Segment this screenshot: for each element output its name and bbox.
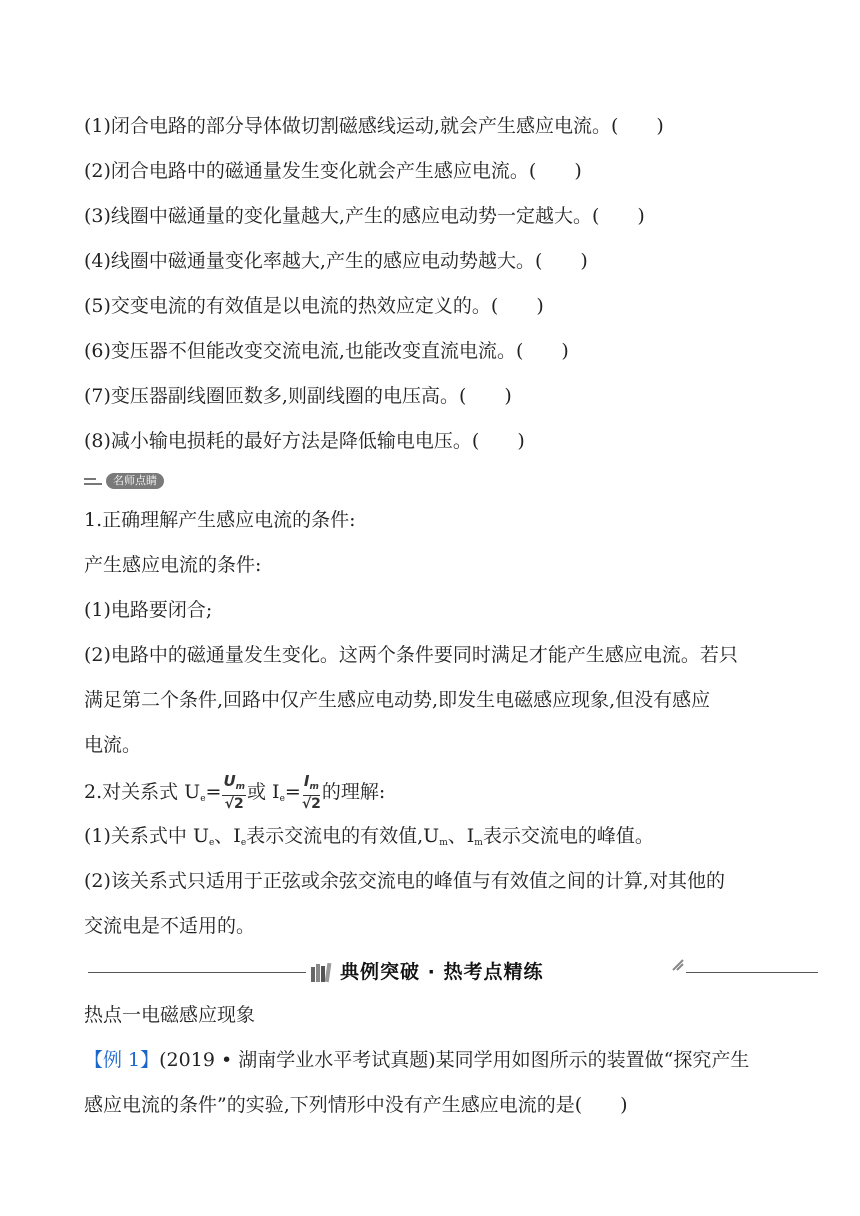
judgment-item-4: (4)线圈中磁通量变化率越大,产生的感应电动势越大。( ) bbox=[84, 250, 588, 272]
note-item-2-line-3: 电流。 bbox=[84, 734, 142, 756]
fraction-im-denominator: √2 bbox=[301, 796, 321, 812]
formula-item-1-c: 表示交流电的有效值,U bbox=[246, 825, 440, 847]
judgment-item-1: (1)闭合电路的部分导体做切割磁感线运动,就会产生感应电流。( ) bbox=[84, 115, 664, 137]
subscript-m-2: m bbox=[474, 838, 483, 848]
fraction-im bbox=[302, 773, 321, 813]
judgment-item-5: (5)交变电流的有效值是以电流的热效应定义的。( ) bbox=[84, 295, 544, 317]
subscript-m-1: m bbox=[439, 838, 448, 848]
formula-suffix: 的理解: bbox=[321, 781, 386, 803]
formula-item-2-line-2: 交流电是不适用的。 bbox=[84, 915, 256, 937]
formula-heading bbox=[84, 772, 385, 819]
sparkle-icon bbox=[671, 958, 685, 972]
formula-item-2-line-1: (2)该关系式只适用于正弦或余弦交流电的峰值与有效值之间的计算,对其他的 bbox=[84, 870, 725, 892]
example-text-1: (2019 • 湖南学业水平考试真题)某同学用如图所示的装置做“探究产生 bbox=[159, 1049, 750, 1071]
fraction-um-numerator: U bbox=[223, 772, 236, 790]
formula-item-1-a: (1)关系式中 U bbox=[84, 825, 209, 847]
subscript-e-2: e bbox=[279, 794, 285, 804]
books-icon bbox=[310, 961, 334, 983]
equals-sign-2: = bbox=[284, 781, 301, 803]
fraction-um bbox=[222, 773, 246, 813]
equals-sign: = bbox=[205, 781, 222, 803]
section-banner bbox=[88, 956, 818, 990]
formula-or: 或 I bbox=[247, 781, 280, 803]
judgment-item-6: (6)变压器不但能改变交流电流,也能改变直流电流。( ) bbox=[84, 340, 569, 362]
subscript-e-4: e bbox=[240, 838, 247, 848]
teacher-tips-badge bbox=[84, 473, 164, 489]
formula-item-1-d: 、I bbox=[447, 825, 475, 847]
formula-item-1 bbox=[84, 824, 654, 855]
example-line-1 bbox=[84, 1048, 749, 1072]
banner-rule-right bbox=[686, 972, 818, 973]
judgment-item-3: (3)线圈中磁通量的变化量越大,产生的感应电动势一定越大。( ) bbox=[84, 205, 645, 227]
formula-item-1-e: 表示交流电的峰值。 bbox=[482, 825, 654, 847]
badge-label: 名师点睛 bbox=[106, 473, 164, 489]
lines-icon bbox=[84, 475, 102, 487]
subscript-e: e bbox=[200, 794, 206, 804]
judgment-item-7: (7)变压器副线圈匝数多,则副线圈的电压高。( ) bbox=[84, 385, 512, 407]
formula-item-1-b: 、I bbox=[214, 825, 241, 847]
formula-prefix: 2.对关系式 U bbox=[84, 781, 201, 803]
judgment-item-2: (2)闭合电路中的磁通量发生变化就会产生感应电流。( ) bbox=[84, 160, 582, 182]
fraction-um-sub: m bbox=[235, 782, 246, 792]
hotspot-title: 热点一电磁感应现象 bbox=[84, 1004, 256, 1026]
example-tag: 【例 1】 bbox=[84, 1049, 160, 1071]
banner-rule-left bbox=[88, 972, 306, 973]
fraction-im-sub: m bbox=[309, 782, 319, 792]
fraction-um-denominator: √2 bbox=[224, 796, 244, 812]
note-heading-1: 1.正确理解产生感应电流的条件: bbox=[84, 509, 356, 531]
note-item-2-line-2: 满足第二个条件,回路中仅产生感应电动势,即发生电磁感应现象,但没有感应 bbox=[84, 689, 711, 711]
note-item-2-line-1: (2)电路中的磁通量发生变化。这两个条件要同时满足才能产生感应电流。若只 bbox=[84, 644, 738, 666]
fraction-im-numerator: I bbox=[303, 772, 310, 790]
subscript-e-3: e bbox=[208, 838, 215, 848]
judgment-item-8: (8)减小输电损耗的最好方法是降低输电电压。( ) bbox=[84, 430, 525, 452]
example-line-2: 感应电流的条件”的实验,下列情形中没有产生感应电流的是( ) bbox=[84, 1094, 628, 1116]
banner-title: 典例突破 · 热考点精练 bbox=[340, 961, 544, 983]
note-item-1: (1)电路要闭合; bbox=[84, 599, 213, 621]
note-subheading: 产生感应电流的条件: bbox=[84, 554, 262, 576]
